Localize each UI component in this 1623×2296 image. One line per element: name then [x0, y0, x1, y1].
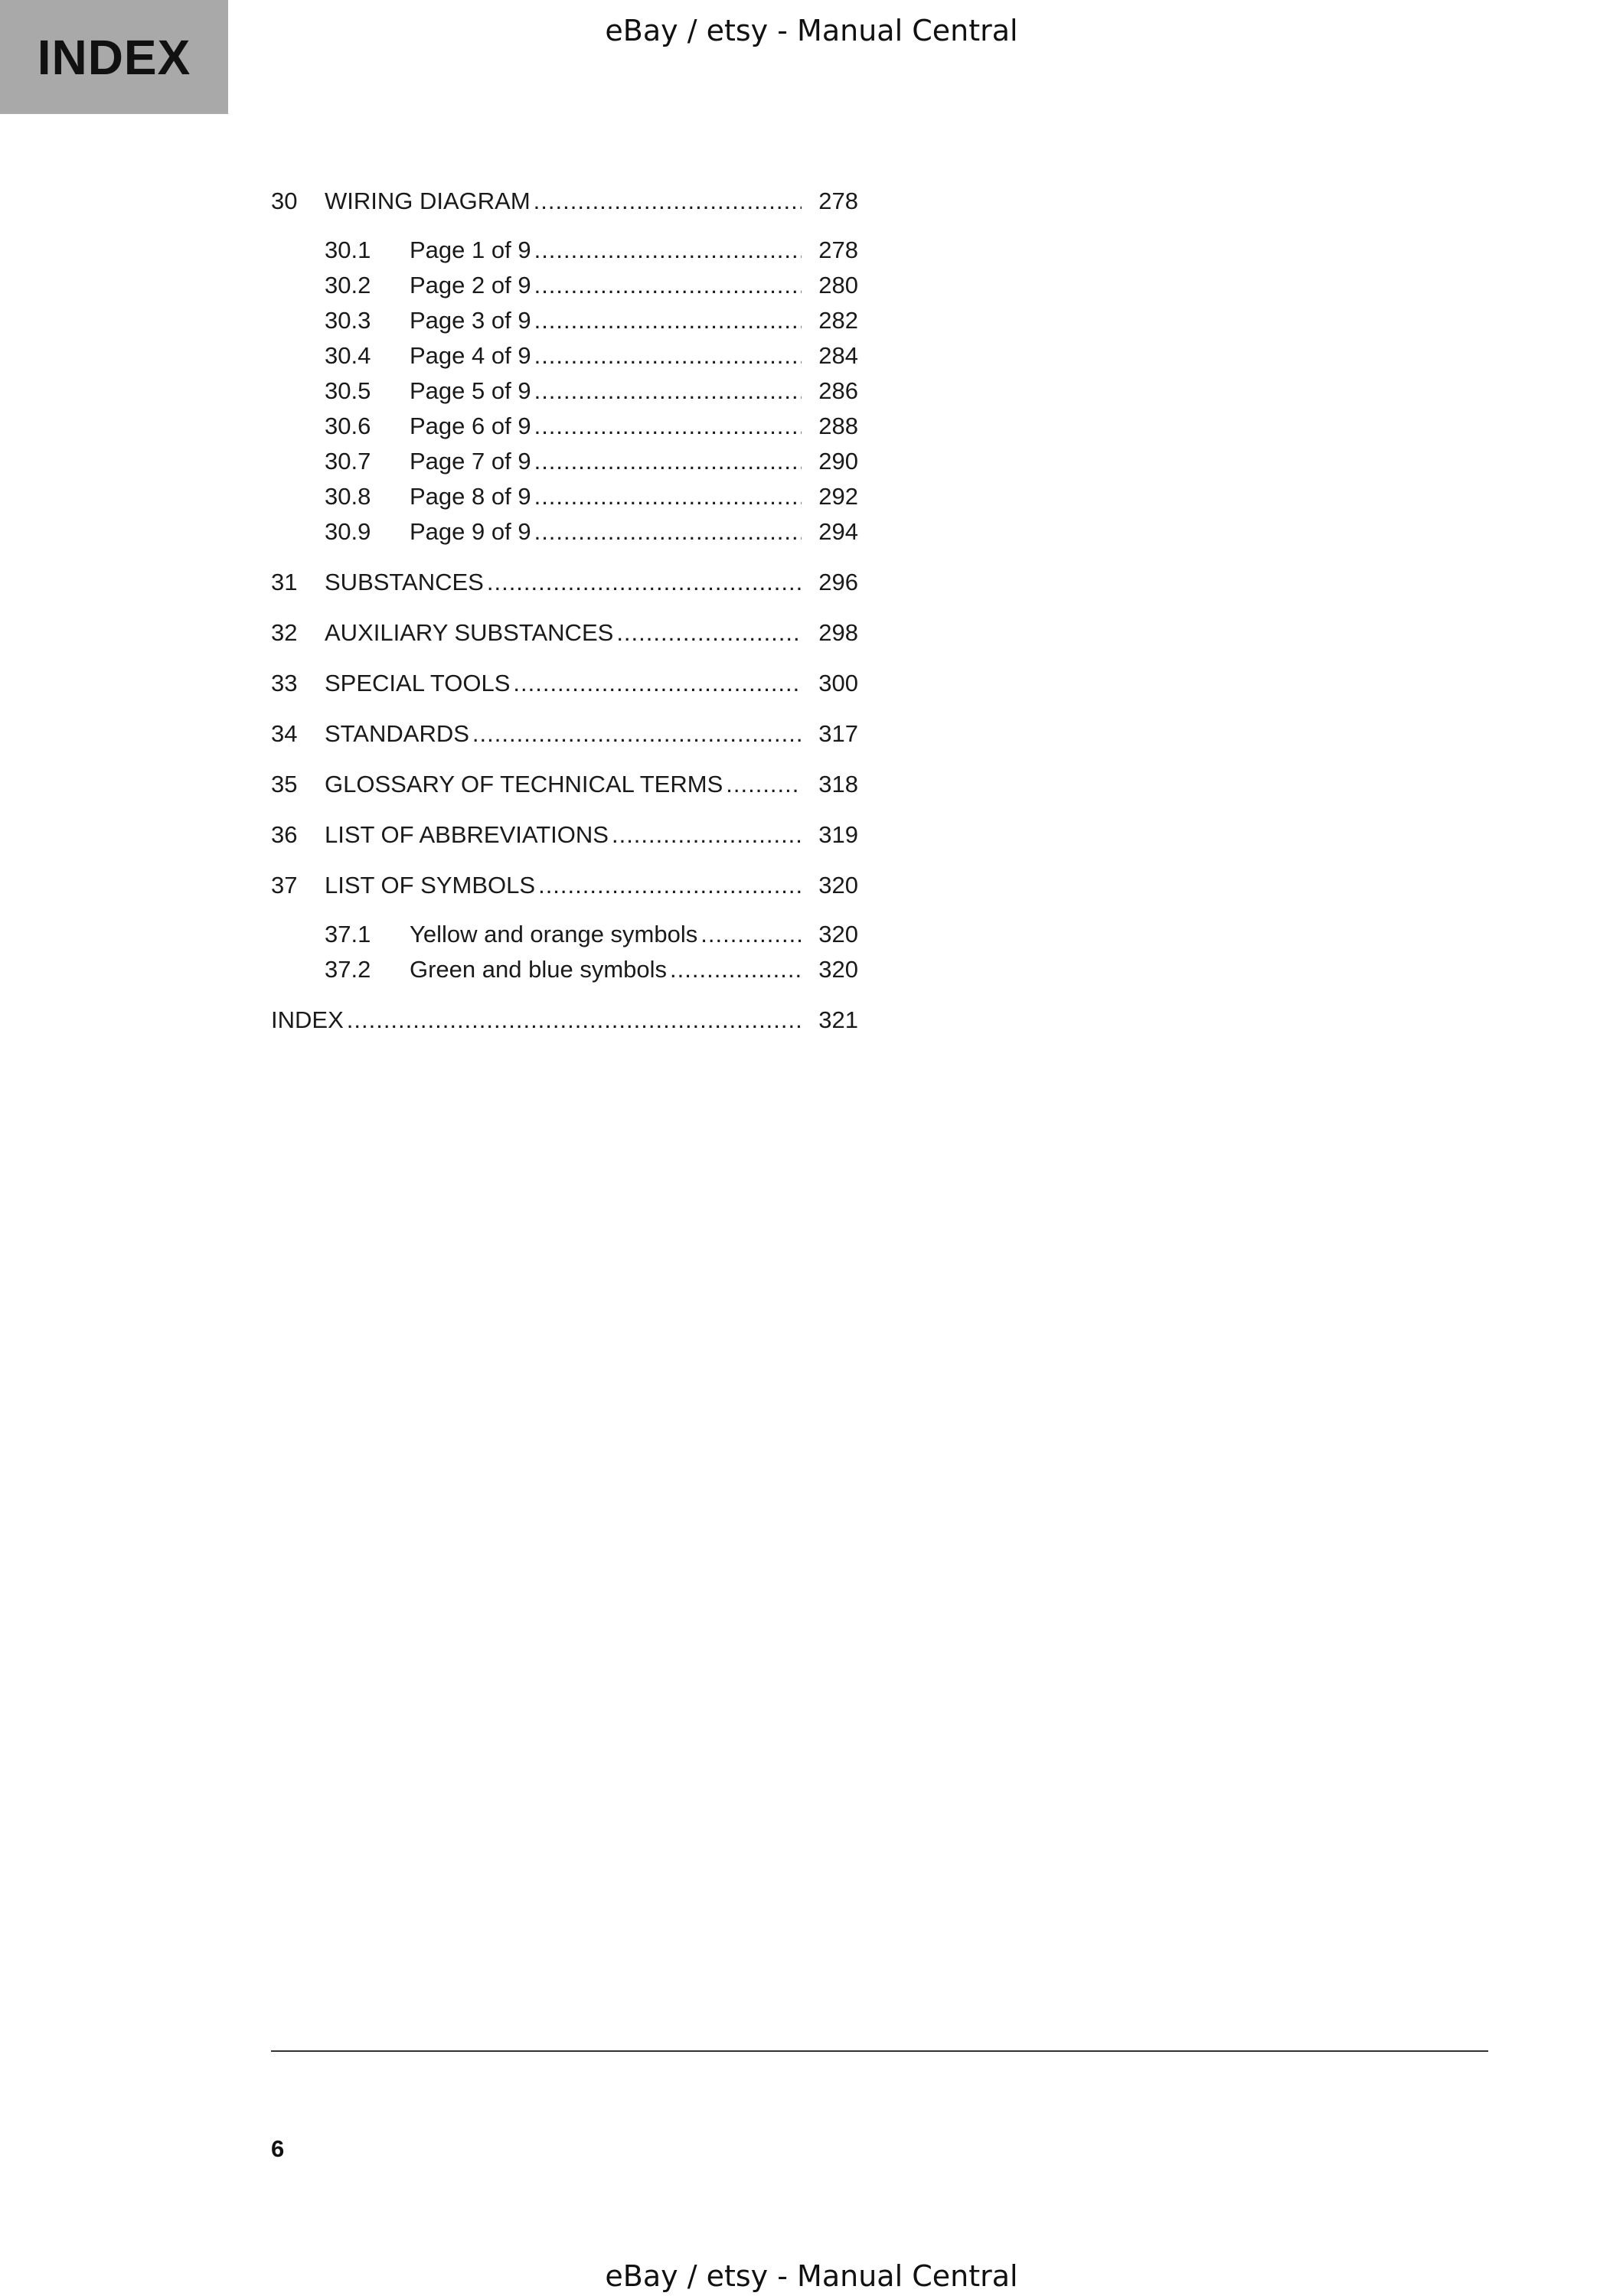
- table-of-contents: [271, 184, 858, 1038]
- toc-subentry-number: 30.7: [325, 448, 371, 475]
- toc-entry-auxiliary-substances[interactable]: [271, 615, 858, 651]
- footer-watermark: eBay / etsy - Manual Central: [605, 2259, 1018, 2293]
- dot-leader: [538, 868, 802, 903]
- page-number: 6: [271, 2135, 285, 2162]
- toc-subentry-page: 278: [818, 236, 858, 263]
- dot-leader: [700, 917, 802, 952]
- toc-entry-title: SUBSTANCES: [325, 569, 484, 595]
- toc-entry-page: 300: [818, 670, 858, 696]
- toc-entry-title: STANDARDS: [325, 720, 469, 747]
- toc-subentry-30-1[interactable]: [271, 233, 858, 268]
- toc-subentry-page: 286: [818, 377, 858, 404]
- toc-entry-title: AUXILIARY SUBSTANCES: [325, 619, 614, 646]
- toc-entry-wiring-diagram[interactable]: [271, 184, 858, 219]
- toc-entry-page: 296: [818, 569, 858, 595]
- toc-subentry-page: 290: [818, 448, 858, 475]
- toc-subentry-number: 30.4: [325, 342, 371, 369]
- toc-subentry-page: 320: [818, 956, 858, 983]
- toc-entry-special-tools[interactable]: [271, 666, 858, 701]
- toc-subentry-number: 30.1: [325, 236, 371, 263]
- toc-entry-title: LIST OF SYMBOLS: [325, 872, 536, 899]
- toc-subentry-30-4[interactable]: [271, 338, 858, 373]
- dot-leader: [534, 184, 802, 219]
- toc-subentry-title: Page 1 of 9: [410, 236, 531, 263]
- toc-entry-standards[interactable]: [271, 716, 858, 752]
- dot-leader: [513, 666, 802, 701]
- toc-subentry-page: 294: [818, 518, 858, 545]
- toc-entry-number: 32: [271, 619, 298, 646]
- toc-subentry-page: 320: [818, 921, 858, 947]
- toc-subentry-title: Yellow and orange symbols: [410, 921, 698, 947]
- dot-leader: [534, 373, 802, 409]
- dot-leader: [534, 338, 802, 373]
- toc-subentry-title: Page 8 of 9: [410, 483, 531, 510]
- toc-entry-page: 317: [818, 720, 858, 747]
- toc-subentry-number: 37.1: [325, 921, 371, 947]
- dot-leader: [534, 479, 802, 514]
- toc-subentry-title: Page 2 of 9: [410, 272, 531, 298]
- toc-subentry-title: Page 7 of 9: [410, 448, 531, 475]
- toc-subentry-title: Page 9 of 9: [410, 518, 531, 545]
- dot-leader: [534, 514, 802, 550]
- toc-subentry-30-6[interactable]: [271, 409, 858, 444]
- toc-subentry-page: 292: [818, 483, 858, 510]
- footer-divider: [271, 2050, 1488, 2052]
- toc-entry-page: 298: [818, 619, 858, 646]
- toc-subentry-number: 30.6: [325, 413, 371, 439]
- dot-leader: [487, 565, 802, 600]
- toc-entry-number: 35: [271, 771, 298, 797]
- toc-entry-number: 33: [271, 670, 298, 696]
- dot-leader: [726, 767, 802, 802]
- toc-entry-page: 318: [818, 771, 858, 797]
- toc-entry-title: WIRING DIAGRAM: [325, 188, 531, 214]
- toc-subentry-title: Page 3 of 9: [410, 307, 531, 334]
- toc-subentry-37-2[interactable]: [271, 952, 858, 987]
- toc-subentry-30-8[interactable]: [271, 479, 858, 514]
- toc-subentry-30-5[interactable]: [271, 373, 858, 409]
- toc-entry-list-of-abbreviations[interactable]: [271, 817, 858, 853]
- toc-entry-number: 37: [271, 872, 298, 899]
- toc-entry-title: LIST OF ABBREVIATIONS: [325, 821, 609, 848]
- dot-leader: [670, 952, 802, 987]
- toc-entry-title: SPECIAL TOOLS: [325, 670, 511, 696]
- toc-subentry-page: 280: [818, 272, 858, 298]
- dot-leader: [616, 615, 802, 651]
- toc-subentry-30-2[interactable]: [271, 268, 858, 303]
- toc-subentry-number: 30.5: [325, 377, 371, 404]
- toc-entry-number: 30: [271, 188, 298, 214]
- toc-subentry-title: Page 6 of 9: [410, 413, 531, 439]
- index-tab-label: INDEX: [37, 29, 191, 85]
- toc-subentry-number: 30.3: [325, 307, 371, 334]
- dot-leader: [534, 303, 802, 338]
- dot-leader: [472, 716, 802, 752]
- toc-entry-title: INDEX: [271, 1006, 344, 1033]
- toc-subentry-page: 288: [818, 413, 858, 439]
- toc-entry-index[interactable]: [271, 1003, 858, 1038]
- toc-entry-page: 320: [818, 872, 858, 899]
- toc-entry-page: 278: [818, 188, 858, 214]
- toc-subentry-37-1[interactable]: [271, 917, 858, 952]
- toc-entry-number: 34: [271, 720, 298, 747]
- toc-subentry-page: 282: [818, 307, 858, 334]
- toc-entry-substances[interactable]: [271, 565, 858, 600]
- toc-subentry-title: Page 4 of 9: [410, 342, 531, 369]
- dot-leader: [534, 233, 802, 268]
- toc-entry-list-of-symbols[interactable]: [271, 868, 858, 903]
- toc-subentry-30-9[interactable]: [271, 514, 858, 550]
- toc-entry-page: 319: [818, 821, 858, 848]
- header-watermark: eBay / etsy - Manual Central: [605, 14, 1018, 47]
- toc-subentry-number: 30.9: [325, 518, 371, 545]
- dot-leader: [534, 268, 802, 303]
- toc-subentry-title: Page 5 of 9: [410, 377, 531, 404]
- toc-subentry-number: 30.2: [325, 272, 371, 298]
- dot-leader: [534, 444, 802, 479]
- toc-entry-title: GLOSSARY OF TECHNICAL TERMS: [325, 771, 723, 797]
- toc-subentry-title: Green and blue symbols: [410, 956, 668, 983]
- toc-entry-number: 31: [271, 569, 298, 595]
- toc-subentry-page: 284: [818, 342, 858, 369]
- toc-entry-page: 321: [818, 1006, 858, 1033]
- dot-leader: [534, 409, 802, 444]
- dot-leader: [347, 1003, 802, 1038]
- toc-entry-number: 36: [271, 821, 298, 848]
- toc-subentry-30-3[interactable]: [271, 303, 858, 338]
- toc-subentry-30-7[interactable]: [271, 444, 858, 479]
- toc-subentry-number: 30.8: [325, 483, 371, 510]
- toc-entry-glossary[interactable]: [271, 767, 858, 802]
- dot-leader: [612, 817, 802, 853]
- toc-subentry-number: 37.2: [325, 956, 371, 983]
